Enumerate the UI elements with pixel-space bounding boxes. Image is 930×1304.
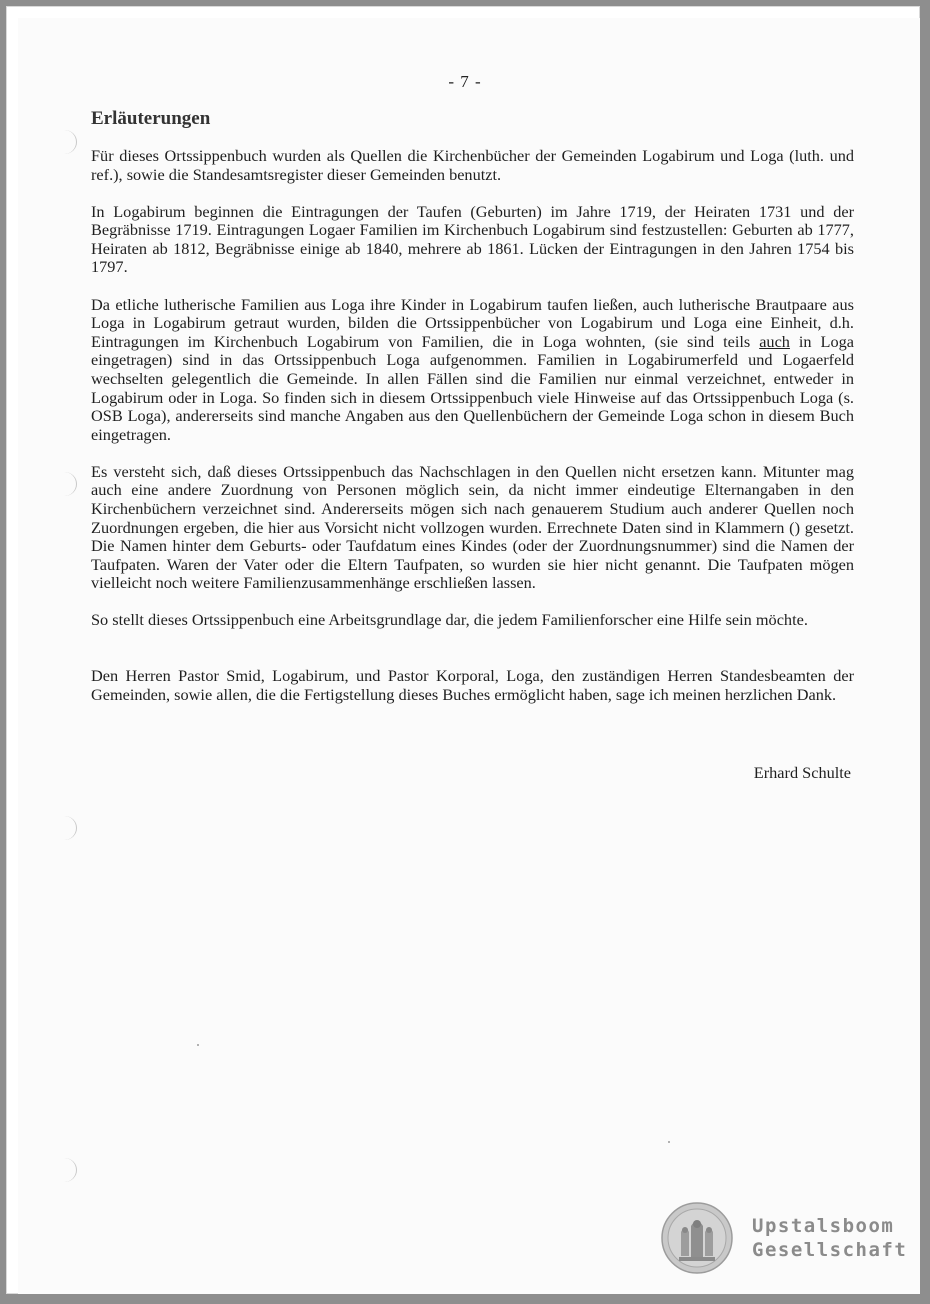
scan-speck: [197, 1044, 199, 1046]
punch-hole-mark: [52, 472, 77, 496]
upstalsboom-seal-icon: [661, 1202, 733, 1274]
watermark-line-1: Upstalsboom: [752, 1215, 895, 1237]
body-text: [91, 147, 854, 723]
paragraph-families-part1: Da etliche lutherische Familien aus Loga ihre Kinder in Logabirum taufen ließen, auch lutherische Brautpaare aus Loga in Logabirum getraut wurden, bilden die Ortssippenbücher von Logabirum und Loga eine Einheit, d.h. Eintragungen im Kirchenbuch Logabirum von Familien, die in Loga wohnten, (sie sind teils: [91, 294, 854, 351]
scan-speck: [668, 1141, 670, 1143]
underlined-word: auch: [759, 331, 790, 351]
paragraph-caveats: Es versteht sich, daß dieses Ortssippenbuch das Nachschlagen in den Quellen nicht ersetzen kann. Mitunter mag auch eine andere Zuordnung von Personen möglich sein, da nicht immer eindeutige Elternangaben in den Kirchenbüchern verzeichnet sind. Andererseits mögen sich nach genauerem Studium auch anderer Quellen noch Zuordnungen ergeben, die hier aus Vorsicht nicht vollzogen wurden. Errechnete Daten sind in Klammern () gesetzt. Die Namen hinter dem Geburts- oder Taufdatum eines Kindes (oder der Zuordnungsnummer) sind die Namen der Taufpaten. Waren der Vater oder die Eltern Taufpaten, so wurden sie hier nicht genannt. Die Taufpaten mögen vielleicht noch weitere Familienzusammenhänge erschließen lassen.: [91, 461, 854, 593]
watermark-brand: [752, 1214, 907, 1262]
punch-hole-mark: [52, 130, 77, 154]
punch-hole-mark: [52, 1158, 77, 1182]
watermark-line-2: Gesellschaft: [752, 1239, 908, 1261]
paragraph-thanks: Den Herren Pastor Smid, Logabirum, und Pastor Korporal, Loga, den zuständigen Herren Standesbeamten der Gemeinden, sowie allen, die die Fertigstellung dieses Buches ermöglicht haben, sage ich meinen herzlichen Dank.: [91, 666, 854, 704]
paragraph-sources: Für dieses Ortssippenbuch wurden als Quellen die Kirchenbücher der Gemeinden Logabirum und Loga (luth. und ref.), sowie die Standesamtsregister dieser Gemeinden benutzt.: [91, 146, 854, 184]
paragraph-purpose: So stellt dieses Ortssippenbuch eine Arbeitsgrundlage dar, die jedem Familienforscher eine Hilfe sein möchte.: [91, 610, 808, 630]
page-number: - 7 -: [448, 72, 482, 91]
paragraph-records: In Logabirum beginnen die Eintragungen der Taufen (Geburten) im Jahre 1719, der Heiraten 1731 und der Begräbnisse 1719. Eintragungen Logaer Familien im Kirchenbuch Logabirum sind festzustellen: Geburten ab 1777, Heiraten ab 1812, Begräbnisse einige ab 1840, mehrere ab 1861. Lücken der Eintragungen in den Jahren 1754 bis 1797.: [91, 201, 854, 277]
punch-hole-mark: [52, 816, 77, 840]
section-heading: Erläuterungen: [91, 108, 211, 129]
signature: Erhard Schulte: [753, 763, 851, 782]
paragraph-families: [91, 296, 854, 445]
paragraph-families-part2: in Loga eingetragen) sind in das Ortssippenbuch Loga aufgenommen. Familien in Logabirumerfeld und Logaerfeld wechselten gelegentlich die Gemeinde. In allen Fällen sind die Familien nur einmal verzeichnet, entweder in Logabirum oder in Loga. So finden sich in diesem Ortssippenbuch viele Hinweise auf das Ortssippenbuch Loga (s. OSB Loga), andererseits sind manche Angaben aus den Quellenbüchern der Gemeinde Loga schon in diesem Buch eingetragen.: [91, 331, 854, 444]
